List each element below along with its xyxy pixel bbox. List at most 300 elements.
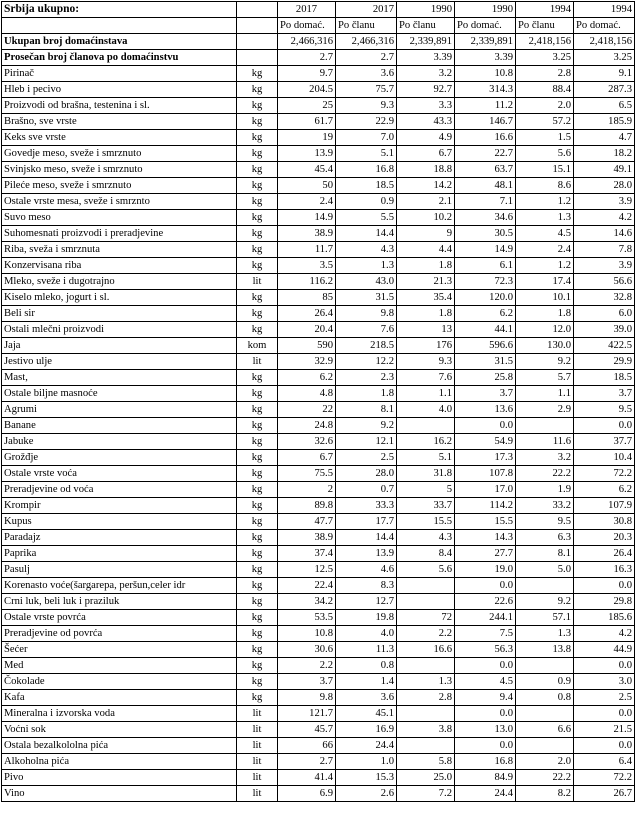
value-cell: 75.5	[278, 466, 336, 482]
value-cell	[516, 706, 574, 722]
value-cell: 12.7	[336, 594, 397, 610]
value-cell: 2.4	[278, 194, 336, 210]
value-cell: 26.7	[574, 786, 635, 802]
value-cell: 32.9	[278, 354, 336, 370]
table-row	[2, 770, 635, 786]
unit-cell: kg	[237, 114, 278, 130]
table-row	[2, 482, 635, 498]
value-cell: 2.1	[397, 194, 455, 210]
year-header: 2017	[336, 2, 397, 18]
value-cell: 22.6	[455, 594, 516, 610]
value-cell: 37.4	[278, 546, 336, 562]
value-cell: 17.7	[336, 514, 397, 530]
value-cell: 6.2	[574, 482, 635, 498]
header-row-years	[2, 2, 635, 18]
value-cell: 596.6	[455, 338, 516, 354]
table-row	[2, 66, 635, 82]
value-cell: 1.0	[336, 754, 397, 770]
value-cell: 13.0	[455, 722, 516, 738]
value-cell: 12.1	[336, 434, 397, 450]
value-cell: 37.7	[574, 434, 635, 450]
value-cell: 20.3	[574, 530, 635, 546]
value-cell: 56.6	[574, 274, 635, 290]
value-cell: 9	[397, 226, 455, 242]
unit-cell: kg	[237, 66, 278, 82]
table-row	[2, 98, 635, 114]
unit-cell: kg	[237, 322, 278, 338]
value-cell: 53.5	[278, 610, 336, 626]
value-cell: 1.5	[516, 130, 574, 146]
value-cell: 14.9	[278, 210, 336, 226]
unit-cell: kg	[237, 626, 278, 642]
table-row	[2, 306, 635, 322]
unit-cell: lit	[237, 738, 278, 754]
value-cell: 11.3	[336, 642, 397, 658]
value-cell: 0.0	[574, 738, 635, 754]
value-cell: 14.4	[336, 226, 397, 242]
table-row	[2, 258, 635, 274]
row-label: Paprika	[2, 546, 237, 562]
value-cell: 16.9	[336, 722, 397, 738]
row-label: Keks sve vrste	[2, 130, 237, 146]
value-cell: 11.7	[278, 242, 336, 258]
value-cell: 2.0	[516, 754, 574, 770]
value-cell: 130.0	[516, 338, 574, 354]
value-cell: 114.2	[455, 498, 516, 514]
row-label: Ukupan broj domaćinstava	[2, 34, 237, 50]
value-cell: 0.7	[336, 482, 397, 498]
unit-cell: kg	[237, 130, 278, 146]
table-row	[2, 754, 635, 770]
unit-cell: kg	[237, 242, 278, 258]
unit-cell: kg	[237, 386, 278, 402]
value-cell: 61.7	[278, 114, 336, 130]
unit-cell: kg	[237, 82, 278, 98]
value-cell: 8.4	[397, 546, 455, 562]
value-cell: 287.3	[574, 82, 635, 98]
row-label: Jabuke	[2, 434, 237, 450]
value-cell: 9.8	[336, 306, 397, 322]
value-cell: 4.6	[336, 562, 397, 578]
value-cell: 12.2	[336, 354, 397, 370]
value-cell: 4.3	[397, 530, 455, 546]
value-cell: 204.5	[278, 82, 336, 98]
row-label: Ostali mlečni proizvodi	[2, 322, 237, 338]
row-label: Kupus	[2, 514, 237, 530]
value-cell: 12.5	[278, 562, 336, 578]
unit-cell: lit	[237, 754, 278, 770]
value-cell: 4.8	[278, 386, 336, 402]
row-label: Suvo meso	[2, 210, 237, 226]
value-cell: 72	[397, 610, 455, 626]
row-label: Beli sir	[2, 306, 237, 322]
value-cell: 9.7	[278, 66, 336, 82]
row-label: Crni luk, beli luk i praziluk	[2, 594, 237, 610]
value-cell: 1.9	[516, 482, 574, 498]
value-cell: 7.0	[336, 130, 397, 146]
table-row	[2, 402, 635, 418]
value-cell: 107.8	[455, 466, 516, 482]
value-cell: 18.8	[397, 162, 455, 178]
subheader: Po članu	[336, 18, 397, 34]
value-cell	[397, 418, 455, 434]
value-cell: 88.4	[516, 82, 574, 98]
value-cell: 422.5	[574, 338, 635, 354]
table-row	[2, 130, 635, 146]
row-label: Voćni sok	[2, 722, 237, 738]
value-cell	[397, 594, 455, 610]
value-cell: 25.8	[455, 370, 516, 386]
value-cell: 72.2	[574, 466, 635, 482]
table-row	[2, 418, 635, 434]
value-cell: 45.7	[278, 722, 336, 738]
value-cell: 2.5	[574, 690, 635, 706]
row-label: Hleb i pecivo	[2, 82, 237, 98]
value-cell: 4.2	[574, 626, 635, 642]
value-cell: 89.8	[278, 498, 336, 514]
value-cell: 9.2	[336, 418, 397, 434]
value-cell: 5.6	[516, 146, 574, 162]
value-cell: 2.2	[278, 658, 336, 674]
unit-cell: kg	[237, 562, 278, 578]
value-cell: 0.0	[455, 658, 516, 674]
value-cell: 6.7	[397, 146, 455, 162]
row-label: Ostale vrste povrća	[2, 610, 237, 626]
table-row	[2, 722, 635, 738]
value-cell: 19.0	[455, 562, 516, 578]
value-cell: 31.5	[455, 354, 516, 370]
table-row	[2, 546, 635, 562]
value-cell: 5.8	[397, 754, 455, 770]
unit-cell: kg	[237, 226, 278, 242]
value-cell: 10.1	[516, 290, 574, 306]
value-cell: 8.1	[516, 546, 574, 562]
row-label: Šećer	[2, 642, 237, 658]
value-cell: 33.7	[397, 498, 455, 514]
value-cell: 3.9	[574, 258, 635, 274]
value-cell	[397, 738, 455, 754]
value-cell: 3.6	[336, 690, 397, 706]
value-cell: 6.2	[455, 306, 516, 322]
unit-cell: kg	[237, 546, 278, 562]
value-cell: 17.4	[516, 274, 574, 290]
value-cell: 1.3	[336, 258, 397, 274]
value-cell: 30.8	[574, 514, 635, 530]
value-cell: 2,339,891	[397, 34, 455, 50]
value-cell: 50	[278, 178, 336, 194]
value-cell: 2,466,316	[336, 34, 397, 50]
unit-cell: kg	[237, 642, 278, 658]
table-row	[2, 146, 635, 162]
value-cell: 47.7	[278, 514, 336, 530]
value-cell: 2,466,316	[278, 34, 336, 50]
table-row	[2, 530, 635, 546]
value-cell: 14.2	[397, 178, 455, 194]
row-label: Alkoholna pića	[2, 754, 237, 770]
value-cell: 2.7	[336, 50, 397, 66]
value-cell	[516, 738, 574, 754]
value-cell: 1.3	[516, 210, 574, 226]
table-row	[2, 594, 635, 610]
value-cell: 13.6	[455, 402, 516, 418]
row-label: Vino	[2, 786, 237, 802]
value-cell: 6.1	[455, 258, 516, 274]
value-cell: 2.3	[336, 370, 397, 386]
value-cell: 15.5	[397, 514, 455, 530]
row-label: Konzervisana riba	[2, 258, 237, 274]
value-cell: 2.0	[516, 98, 574, 114]
year-header: 1990	[397, 2, 455, 18]
value-cell: 16.6	[397, 642, 455, 658]
value-cell: 17.3	[455, 450, 516, 466]
table-row	[2, 674, 635, 690]
row-label: Paradajz	[2, 530, 237, 546]
value-cell: 9.2	[516, 594, 574, 610]
value-cell: 22.4	[278, 578, 336, 594]
value-cell: 15.1	[516, 162, 574, 178]
value-cell: 244.1	[455, 610, 516, 626]
year-header: 1990	[455, 2, 516, 18]
consumption-table	[1, 1, 635, 802]
value-cell: 7.2	[397, 786, 455, 802]
table-row	[2, 290, 635, 306]
row-label: Svinjsko meso, sveže i smrznuto	[2, 162, 237, 178]
unit-cell: kg	[237, 178, 278, 194]
unit-cell: kg	[237, 594, 278, 610]
value-cell: 13.8	[516, 642, 574, 658]
value-cell: 32.8	[574, 290, 635, 306]
row-label: Pivo	[2, 770, 237, 786]
value-cell: 1.8	[397, 258, 455, 274]
value-cell	[397, 706, 455, 722]
value-cell: 6.9	[278, 786, 336, 802]
value-cell: 22	[278, 402, 336, 418]
value-cell: 21.3	[397, 274, 455, 290]
table-row	[2, 786, 635, 802]
value-cell: 0.0	[455, 418, 516, 434]
value-cell: 6.7	[278, 450, 336, 466]
value-cell: 4.9	[397, 130, 455, 146]
value-cell: 35.4	[397, 290, 455, 306]
value-cell: 3.7	[455, 386, 516, 402]
row-label: Kafa	[2, 690, 237, 706]
value-cell: 72.3	[455, 274, 516, 290]
value-cell: 1.1	[397, 386, 455, 402]
value-cell: 0.0	[574, 418, 635, 434]
value-cell: 14.3	[455, 530, 516, 546]
unit-cell: kg	[237, 434, 278, 450]
value-cell: 146.7	[455, 114, 516, 130]
value-cell: 6.0	[574, 306, 635, 322]
value-cell: 66	[278, 738, 336, 754]
value-cell: 75.7	[336, 82, 397, 98]
empty-header-cell	[2, 18, 237, 34]
value-cell: 7.5	[455, 626, 516, 642]
unit-cell: lit	[237, 722, 278, 738]
unit-cell: kg	[237, 498, 278, 514]
value-cell: 38.9	[278, 226, 336, 242]
value-cell: 4.3	[336, 242, 397, 258]
value-cell: 32.6	[278, 434, 336, 450]
value-cell: 107.9	[574, 498, 635, 514]
value-cell: 2.8	[397, 690, 455, 706]
value-cell: 7.6	[336, 322, 397, 338]
table-row	[2, 578, 635, 594]
value-cell: 121.7	[278, 706, 336, 722]
value-cell: 0.0	[455, 706, 516, 722]
row-label: Jestivo ulje	[2, 354, 237, 370]
row-label: Grožđje	[2, 450, 237, 466]
table-row	[2, 354, 635, 370]
value-cell: 18.5	[574, 370, 635, 386]
value-cell	[516, 658, 574, 674]
value-cell: 1.2	[516, 258, 574, 274]
value-cell	[397, 658, 455, 674]
value-cell: 9.2	[516, 354, 574, 370]
value-cell: 6.4	[574, 754, 635, 770]
summary-row	[2, 34, 635, 50]
unit-cell: kg	[237, 578, 278, 594]
value-cell: 7.8	[574, 242, 635, 258]
value-cell: 43.3	[397, 114, 455, 130]
value-cell: 22.7	[455, 146, 516, 162]
value-cell: 38.9	[278, 530, 336, 546]
unit-cell: lit	[237, 274, 278, 290]
table-row	[2, 642, 635, 658]
table-row	[2, 562, 635, 578]
value-cell: 56.3	[455, 642, 516, 658]
row-label: Krompir	[2, 498, 237, 514]
table-row	[2, 82, 635, 98]
value-cell: 185.9	[574, 114, 635, 130]
table-row	[2, 210, 635, 226]
table-row	[2, 242, 635, 258]
table-row	[2, 162, 635, 178]
table-row	[2, 434, 635, 450]
value-cell: 120.0	[455, 290, 516, 306]
value-cell: 1.1	[516, 386, 574, 402]
value-cell: 2,339,891	[455, 34, 516, 50]
value-cell: 3.7	[278, 674, 336, 690]
value-cell: 15.3	[336, 770, 397, 786]
value-cell: 33.2	[516, 498, 574, 514]
value-cell: 3.0	[574, 674, 635, 690]
value-cell: 1.8	[397, 306, 455, 322]
table-row	[2, 274, 635, 290]
row-label: Mineralna i izvorska voda	[2, 706, 237, 722]
row-label: Ostala bezalkololna pića	[2, 738, 237, 754]
value-cell: 9.1	[574, 66, 635, 82]
unit-cell: kg	[237, 162, 278, 178]
unit-cell: kg	[237, 290, 278, 306]
unit-cell: kg	[237, 690, 278, 706]
value-cell: 45.4	[278, 162, 336, 178]
value-cell: 25.0	[397, 770, 455, 786]
value-cell: 2.7	[278, 754, 336, 770]
table-row	[2, 658, 635, 674]
unit-cell: kg	[237, 210, 278, 226]
value-cell: 30.5	[455, 226, 516, 242]
value-cell: 28.0	[574, 178, 635, 194]
unit-cell: kg	[237, 370, 278, 386]
value-cell: 8.3	[336, 578, 397, 594]
value-cell: 24.4	[455, 786, 516, 802]
row-label: Pasulj	[2, 562, 237, 578]
unit-cell: kg	[237, 450, 278, 466]
row-label: Prosečan broj članova po domaćinstvu	[2, 50, 237, 66]
value-cell: 2.2	[397, 626, 455, 642]
row-label: Ostale vrste mesa, sveže i smrznto	[2, 194, 237, 210]
subheader: Po članu	[397, 18, 455, 34]
value-cell: 11.6	[516, 434, 574, 450]
unit-cell: lit	[237, 354, 278, 370]
value-cell: 3.25	[516, 50, 574, 66]
row-label: Preradjevine od voća	[2, 482, 237, 498]
value-cell: 7.6	[397, 370, 455, 386]
value-cell: 1.8	[336, 386, 397, 402]
value-cell: 13.9	[278, 146, 336, 162]
value-cell: 17.0	[455, 482, 516, 498]
value-cell: 0.8	[336, 658, 397, 674]
year-header: 1994	[574, 2, 635, 18]
value-cell: 2,418,156	[574, 34, 635, 50]
value-cell: 22.9	[336, 114, 397, 130]
value-cell: 12.0	[516, 322, 574, 338]
value-cell: 3.2	[516, 450, 574, 466]
value-cell: 8.6	[516, 178, 574, 194]
value-cell: 6.6	[516, 722, 574, 738]
value-cell: 15.5	[455, 514, 516, 530]
value-cell: 7.1	[455, 194, 516, 210]
unit-cell: kg	[237, 466, 278, 482]
table-row	[2, 386, 635, 402]
value-cell: 2.6	[336, 786, 397, 802]
value-cell: 314.3	[455, 82, 516, 98]
value-cell: 14.4	[336, 530, 397, 546]
value-cell: 0.8	[516, 690, 574, 706]
value-cell: 2.9	[516, 402, 574, 418]
table-row	[2, 626, 635, 642]
table-row	[2, 690, 635, 706]
subheader: Po članu	[516, 18, 574, 34]
value-cell: 72.2	[574, 770, 635, 786]
value-cell: 24.4	[336, 738, 397, 754]
value-cell: 1.8	[516, 306, 574, 322]
value-cell	[397, 578, 455, 594]
value-cell: 63.7	[455, 162, 516, 178]
value-cell: 33.3	[336, 498, 397, 514]
value-cell: 26.4	[574, 546, 635, 562]
unit-cell: lit	[237, 770, 278, 786]
unit-cell: kg	[237, 146, 278, 162]
value-cell: 22.2	[516, 770, 574, 786]
year-header: 1994	[516, 2, 574, 18]
value-cell: 3.5	[278, 258, 336, 274]
table-row	[2, 322, 635, 338]
value-cell: 16.8	[336, 162, 397, 178]
value-cell: 9.8	[278, 690, 336, 706]
unit-header-cell	[237, 2, 278, 18]
row-label: Mast,	[2, 370, 237, 386]
value-cell: 84.9	[455, 770, 516, 786]
value-cell: 3.39	[397, 50, 455, 66]
unit-cell: kg	[237, 98, 278, 114]
value-cell: 6.5	[574, 98, 635, 114]
value-cell: 25	[278, 98, 336, 114]
row-label: Ostale vrste voća	[2, 466, 237, 482]
table-row	[2, 114, 635, 130]
unit-cell	[237, 50, 278, 66]
